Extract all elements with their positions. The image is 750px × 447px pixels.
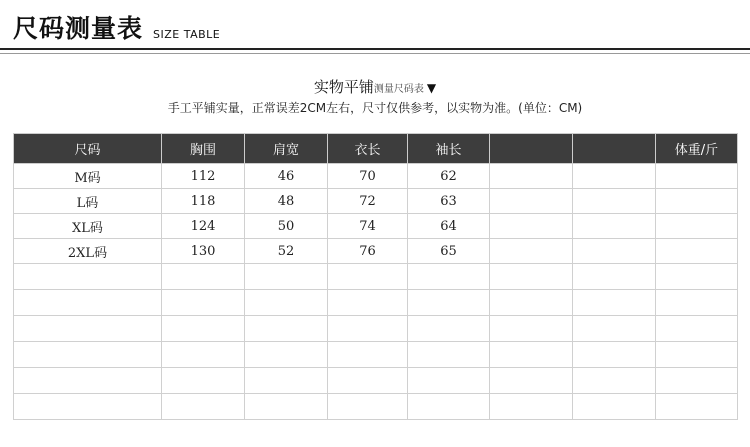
table-cell: 63	[408, 189, 490, 214]
table-cell	[656, 189, 738, 214]
table-cell: 130	[162, 239, 245, 264]
table-cell: 64	[408, 214, 490, 239]
table-row-empty	[14, 316, 738, 342]
table-cell: 48	[245, 189, 328, 214]
table-cell	[490, 239, 573, 264]
page-title-english: SIZE TABLE	[153, 28, 221, 41]
table-subtitle	[0, 76, 750, 97]
page-header	[13, 14, 220, 44]
header-size: 尺码	[14, 134, 162, 164]
table-cell: 50	[245, 214, 328, 239]
table-row-empty	[14, 290, 738, 316]
table-header-row	[14, 134, 738, 164]
table-cell: 65	[408, 239, 490, 264]
table-cell: 2XL码	[14, 239, 162, 264]
table-row	[14, 164, 738, 189]
table-cell	[573, 214, 656, 239]
table-cell	[490, 214, 573, 239]
table-cell	[490, 189, 573, 214]
table-cell: 74	[328, 214, 408, 239]
table-cell: 70	[328, 164, 408, 189]
table-row-empty	[14, 394, 738, 420]
header-weight: 体重/斤	[656, 134, 738, 164]
page-title: 尺码测量表	[13, 14, 144, 43]
table-row-empty	[14, 368, 738, 394]
table-row-empty	[14, 342, 738, 368]
header-length: 衣长	[328, 134, 408, 164]
table-cell	[656, 164, 738, 189]
table-cell	[656, 239, 738, 264]
header-shoulder: 肩宽	[245, 134, 328, 164]
table-cell	[656, 214, 738, 239]
table-cell: 72	[328, 189, 408, 214]
table-row	[14, 214, 738, 239]
table-cell: M码	[14, 164, 162, 189]
table-cell	[490, 164, 573, 189]
table-cell: 118	[162, 189, 245, 214]
table-cell: 112	[162, 164, 245, 189]
table-cell	[573, 189, 656, 214]
table-row-empty	[14, 264, 738, 290]
table-cell	[573, 239, 656, 264]
down-arrow-icon: ▼	[426, 81, 437, 95]
table-cell: 124	[162, 214, 245, 239]
table-cell: XL码	[14, 214, 162, 239]
subtitle-small: 测量尺码表	[373, 84, 424, 95]
table-row	[14, 189, 738, 214]
header-empty-1	[490, 134, 573, 164]
table-row	[14, 239, 738, 264]
subtitle-main: 实物平铺	[313, 78, 374, 96]
table-cell: 46	[245, 164, 328, 189]
measurement-note: 手工平铺实量，正常误差2CM左右，尺寸仅供参考，以实物为准。(单位：CM)	[167, 101, 583, 115]
header-chest: 胸围	[162, 134, 245, 164]
header-sleeve: 袖长	[408, 134, 490, 164]
header-empty-2	[573, 134, 656, 164]
table-cell: 52	[245, 239, 328, 264]
table-cell: 62	[408, 164, 490, 189]
size-table	[13, 133, 738, 420]
table-cell: L码	[14, 189, 162, 214]
header-rule-thin	[0, 53, 750, 54]
header-rule	[0, 48, 750, 50]
table-cell: 76	[328, 239, 408, 264]
table-cell	[573, 164, 656, 189]
